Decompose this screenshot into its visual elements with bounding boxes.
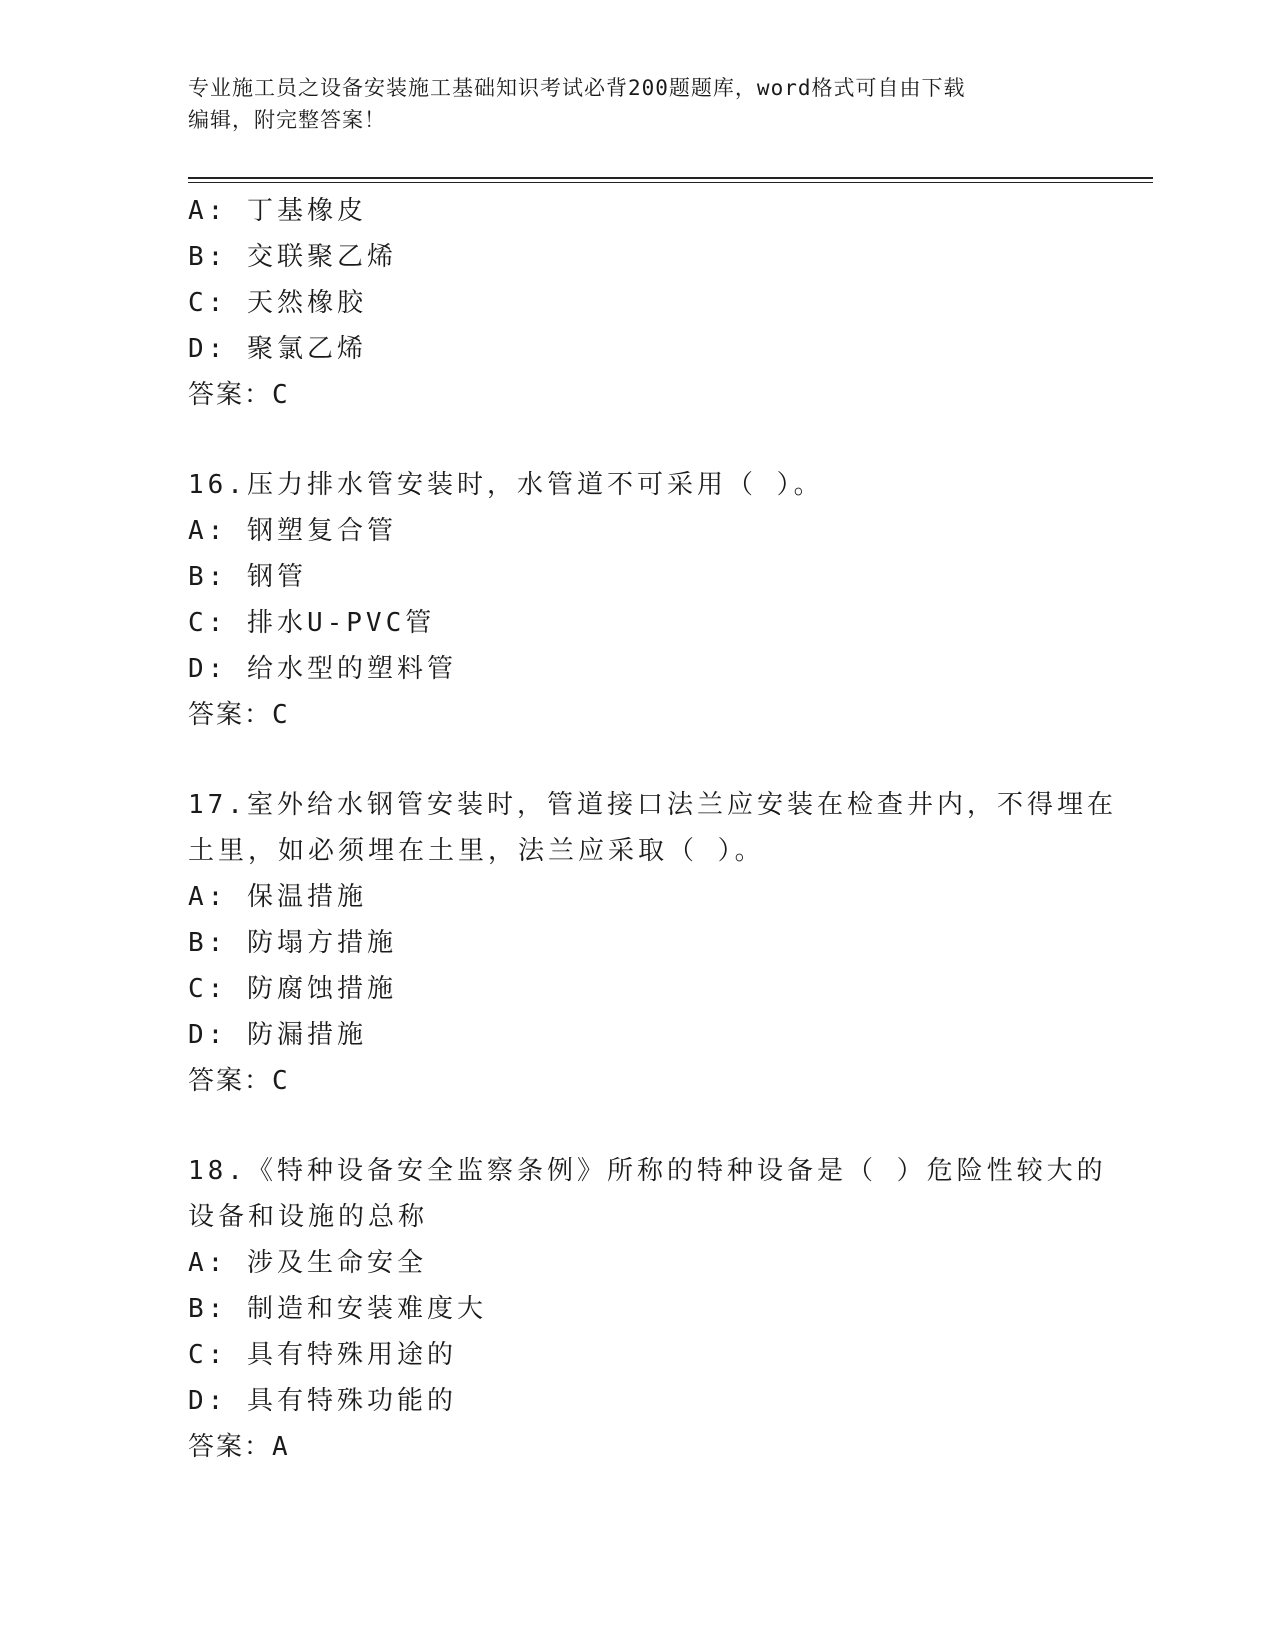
question-18-block [188, 1148, 1107, 1470]
answer-label: 答案： [188, 380, 273, 410]
option-c: C: 排水U-PVC管 [188, 608, 436, 638]
option-d: D: 聚氯乙烯 [188, 334, 367, 364]
option-a: A: 钢塑复合管 [188, 516, 397, 546]
answer-value: C [272, 380, 292, 410]
option-d: D: 给水型的塑料管 [188, 654, 457, 684]
header-divider-thick [188, 177, 1153, 179]
answer-label: 答案： [188, 1432, 273, 1462]
answer-label: 答案： [188, 700, 273, 730]
answer-line [188, 1058, 1088, 1104]
question-spacer [188, 738, 1088, 782]
question-15-block [188, 188, 1088, 418]
question-stem-line-1: 17.室外给水钢管安装时，管道接口法兰应安装在检查井内，不得埋在 [188, 790, 1117, 820]
option-d: D: 具有特殊功能的 [188, 1386, 457, 1416]
header-divider-thin [188, 182, 1153, 183]
option-a: A: 涉及生命安全 [188, 1248, 427, 1278]
header-title-line-1: 专业施工员之设备安装施工基础知识考试必背200题题库，word格式可自由下载 [188, 76, 966, 100]
option-c: C: 天然橡胶 [188, 288, 367, 318]
answer-label: 答案： [188, 1066, 273, 1096]
answer-line [188, 692, 1088, 738]
answer-line [188, 372, 1088, 418]
question-list [188, 188, 1117, 1470]
answer-value: A [272, 1432, 292, 1462]
answer-line [188, 1424, 1088, 1470]
option-b: B: 制造和安装难度大 [188, 1294, 487, 1324]
question-16-block [188, 462, 1088, 738]
option-b: B: 钢管 [188, 562, 307, 592]
option-b: B: 防塌方措施 [188, 928, 397, 958]
answer-value: C [272, 700, 292, 730]
option-a: A: 丁基橡皮 [188, 196, 367, 226]
option-c: C: 具有特殊用途的 [188, 1340, 457, 1370]
header-title-line-2: 编辑，附完整答案！ [188, 108, 386, 132]
option-d: D: 防漏措施 [188, 1020, 367, 1050]
answer-value: C [272, 1066, 292, 1096]
question-spacer [188, 1104, 1088, 1148]
option-a: A: 保温措施 [188, 882, 367, 912]
question-spacer [188, 418, 1088, 462]
question-stem-line-2: 土里，如必须埋在土里，法兰应采取（ ）。 [188, 836, 765, 866]
question-stem-line-1: 18.《特种设备安全监察条例》所称的特种设备是（ ）危险性较大的 [188, 1156, 1107, 1186]
question-stem: 16.压力排水管安装时，水管道不可采用（ ）。 [188, 470, 824, 500]
question-stem-line-2: 设备和设施的总称 [188, 1202, 429, 1232]
option-b: B: 交联聚乙烯 [188, 242, 397, 272]
option-c: C: 防腐蚀措施 [188, 974, 397, 1004]
document-header [188, 72, 1088, 136]
question-17-block [188, 782, 1117, 1104]
